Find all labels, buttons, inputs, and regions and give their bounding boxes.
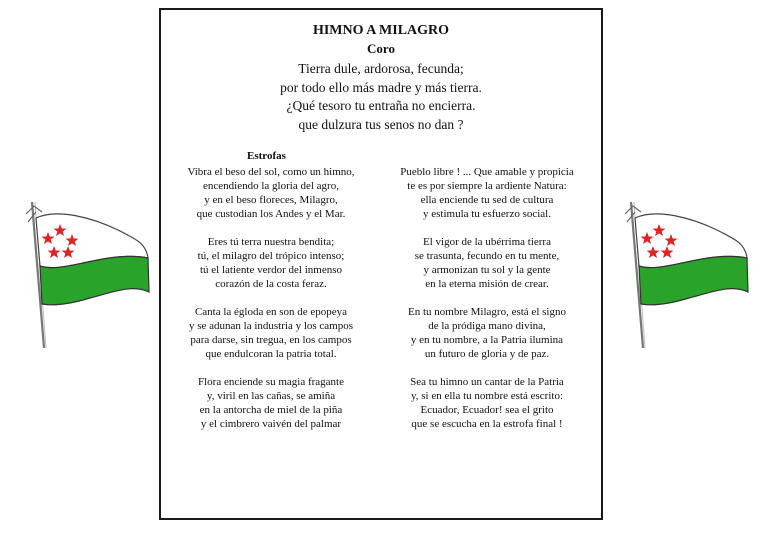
- stanza-line: de la pródiga mano divina,: [428, 320, 546, 332]
- coro-block: [161, 60, 601, 134]
- stanza-line: encendiendo la gloria del agro,: [203, 180, 339, 192]
- stanza-line: para darse, sin tregua, en los campos: [190, 334, 352, 346]
- stanza-line: que custodian los Andes y el Mar.: [196, 208, 346, 220]
- stanza-line: un futuro de gloria y de paz.: [424, 348, 550, 360]
- page-title: HIMNO A MILAGRO: [312, 23, 450, 38]
- stanza: [388, 165, 586, 221]
- anthem-document: [159, 8, 603, 520]
- stanza-line: que endulcoran la patria total.: [205, 348, 337, 360]
- stanza-line: y se adunan la industria y los campos: [188, 320, 354, 332]
- coro-line: por todo ello más madre y más tierra.: [280, 79, 482, 95]
- stanza-line: tú el latiente verdor del inmenso: [199, 264, 343, 276]
- stanza-line: y el cimbrero vaivén del palmar: [200, 418, 342, 430]
- stanza: [172, 375, 370, 431]
- stanza-line: En tu nombre Milagro, está el signo: [408, 306, 566, 318]
- stanza-line: y estimula tu esfuerzo social.: [423, 208, 551, 220]
- stanza-line: Eres tú terra nuestra bendita;: [207, 236, 335, 248]
- stanza-line: Pueblo libre ! ... Que amable y propicia: [400, 166, 574, 178]
- coro-line: que dulzura tus senos no dan ?: [298, 116, 464, 132]
- stanza-line: Vibra el beso del sol, como un himno,: [187, 166, 355, 178]
- stanza: [388, 235, 586, 291]
- stanza-line: y en tu nombre, a la Patria ilumina: [410, 334, 564, 346]
- milagro-flag-icon: [617, 200, 752, 350]
- stanza: [172, 235, 370, 291]
- stanzas-right-column: [388, 165, 586, 445]
- stanza-line: y en el beso floreces, Milagro,: [204, 194, 338, 206]
- stanza-line: Flora enciende su magia fragante: [198, 376, 344, 388]
- stanza-line: y, si en ella tu nombre está escrito:: [410, 390, 564, 402]
- stanza: [388, 375, 586, 431]
- estrofas-heading: Estrofas: [247, 150, 286, 162]
- stanza: [172, 165, 370, 221]
- stanza-line: y, viril en las cañas, se amiña: [206, 390, 336, 402]
- stanza-line: que se escucha en la estrofa final !: [411, 418, 563, 430]
- coro-heading: Coro: [367, 41, 395, 56]
- stanza-line: en la eterna misión de crear.: [425, 278, 549, 290]
- stanza-line: y armonizan tu sol y la gente: [423, 264, 551, 276]
- coro-line: ¿Qué tesoro tu entraña no encierra.: [286, 98, 476, 113]
- stanza-line: ella enciende tu sed de cultura: [420, 194, 554, 206]
- milagro-flag-icon: [18, 200, 153, 350]
- stanza-line: en la antorcha de miel de la piña: [199, 404, 343, 416]
- stanza-line: Canta la égloda en son de epopeya: [194, 306, 348, 318]
- stanza-line: corazón de la costa feraz.: [215, 278, 327, 290]
- stanza: [388, 305, 586, 361]
- stanza: [172, 305, 370, 361]
- stanza-line: se trasunta, fecundo en tu mente,: [414, 250, 560, 262]
- stanza-line: Ecuador, Ecuador! sea el grito: [420, 404, 554, 416]
- stanzas-left-column: [172, 165, 370, 445]
- coro-line: Tierra dule, ardorosa, fecunda;: [298, 61, 464, 76]
- stanza-line: te es por siempre la ardiente Natura:: [407, 180, 567, 192]
- stanza-line: Sea tu himno un cantar de la Patria: [410, 376, 564, 388]
- stanza-line: El vigor de la ubérrima tierra: [423, 236, 551, 248]
- stanza-line: tú, el milagro del trópico intenso;: [197, 250, 345, 262]
